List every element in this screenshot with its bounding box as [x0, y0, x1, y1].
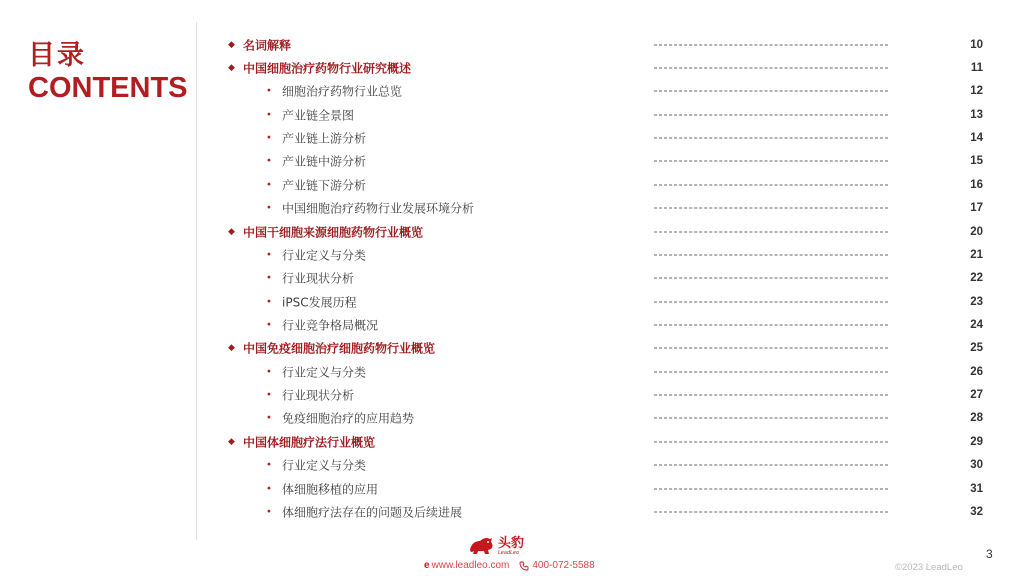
toc-entry-label: 行业定义与分类 — [282, 458, 367, 473]
toc-entry-label: 名词解释 — [243, 38, 292, 53]
toc-subsection-row[interactable] — [0, 500, 1024, 523]
diamond-bullet-icon: ◆ — [228, 343, 235, 354]
toc-section-row[interactable] — [0, 56, 1024, 79]
toc-page-number: 11 — [970, 62, 983, 75]
toc-subsection-row[interactable] — [0, 360, 1024, 383]
dotted-leader — [654, 418, 888, 419]
toc-page-number: 23 — [970, 295, 983, 308]
dotted-leader — [654, 161, 888, 162]
dotted-leader — [654, 44, 888, 45]
footer-logo — [468, 536, 524, 556]
toc-subsection-row[interactable] — [0, 290, 1024, 313]
toc-page-number: 20 — [970, 225, 983, 238]
copyright: ©2023 LeadLeo — [895, 562, 963, 573]
toc-page-number: 10 — [970, 38, 983, 51]
toc-page-number: 21 — [970, 248, 983, 261]
toc-entry-label: 中国细胞治疗药物行业发展环境分析 — [282, 201, 475, 216]
dotted-leader — [654, 208, 888, 209]
dot-bullet-icon: • — [266, 459, 272, 471]
toc-subsection-row[interactable] — [0, 103, 1024, 126]
toc-subsection-row[interactable] — [0, 150, 1024, 173]
diamond-bullet-icon: ◆ — [228, 226, 235, 237]
dotted-leader — [654, 488, 888, 489]
dot-bullet-icon: • — [266, 85, 272, 97]
page-title-cn: 目录 — [28, 40, 86, 71]
toc-subsection-row[interactable] — [0, 477, 1024, 500]
website-icon: e — [424, 560, 430, 571]
toc-page-number: 25 — [970, 342, 983, 355]
toc-page-number: 28 — [970, 412, 983, 425]
dotted-leader — [654, 441, 888, 442]
toc-subsection-row[interactable] — [0, 243, 1024, 266]
toc-entry-label: 产业链下游分析 — [282, 178, 367, 193]
toc-subsection-row[interactable] — [0, 267, 1024, 290]
toc-subsection-row[interactable] — [0, 126, 1024, 149]
toc-entry-label: 行业现状分析 — [282, 388, 355, 403]
toc-subsection-row[interactable] — [0, 80, 1024, 103]
toc-entry-label: iPSC发展历程 — [282, 295, 357, 310]
toc-page-number: 15 — [970, 155, 983, 168]
diamond-bullet-icon: ◆ — [228, 63, 235, 74]
toc-entry-label: 产业链中游分析 — [282, 154, 367, 169]
toc-entry-label: 免疫细胞治疗的应用趋势 — [282, 411, 415, 426]
dot-bullet-icon: • — [266, 296, 272, 308]
dotted-leader — [654, 348, 888, 349]
toc-section-row[interactable] — [0, 430, 1024, 453]
toc-page-number: 32 — [970, 505, 983, 518]
toc-subsection-row[interactable] — [0, 407, 1024, 430]
dot-bullet-icon: • — [266, 483, 272, 494]
toc-subsection-row[interactable] — [0, 173, 1024, 196]
toc-page-number: 30 — [970, 459, 983, 472]
toc-entry-label: 行业定义与分类 — [282, 248, 367, 263]
phone-number[interactable]: 400-072-5588 — [532, 560, 595, 571]
toc-entry-label: 体细胞移植的应用 — [282, 482, 379, 496]
toc-entry-label: 产业链上游分析 — [282, 131, 367, 146]
dotted-leader — [654, 324, 888, 325]
toc-section-row[interactable] — [0, 220, 1024, 243]
toc-subsection-row[interactable] — [0, 313, 1024, 336]
toc-entry-label: 体细胞疗法存在的问题及后续进展 — [282, 505, 463, 520]
website-link[interactable]: www.leadleo.com — [431, 560, 510, 571]
dotted-leader — [654, 254, 888, 255]
dot-bullet-icon: • — [266, 179, 272, 191]
toc-page-number: 13 — [970, 108, 983, 121]
dotted-leader — [654, 465, 888, 466]
toc-entry-label: 中国免疫细胞治疗细胞药物行业概览 — [243, 341, 436, 356]
dotted-leader — [654, 91, 888, 92]
dotted-leader — [654, 114, 888, 115]
dotted-leader — [654, 231, 888, 232]
toc-section-row[interactable] — [0, 337, 1024, 360]
page-title-en: CONTENTS — [28, 72, 188, 105]
dot-bullet-icon: • — [266, 412, 272, 424]
toc-entry-label: 细胞治疗药物行业总览 — [282, 84, 403, 99]
dotted-leader — [654, 68, 888, 69]
toc-entry-label: 中国细胞治疗药物行业研究概述 — [243, 61, 412, 76]
toc-page-number: 29 — [970, 435, 983, 448]
footer-contact — [424, 560, 595, 571]
toc-page-number: 31 — [970, 482, 983, 495]
diamond-bullet-icon: ◆ — [228, 39, 235, 50]
toc-page-number: 14 — [970, 132, 983, 145]
toc-entry-label: 行业竞争格局概况 — [282, 318, 379, 333]
toc-entry-label: 行业定义与分类 — [282, 365, 367, 380]
dotted-leader — [654, 511, 888, 512]
phone-icon — [519, 561, 529, 571]
diamond-bullet-icon: ◆ — [228, 436, 235, 447]
leopard-logo-icon — [468, 536, 494, 556]
dot-bullet-icon: • — [266, 132, 272, 144]
toc-entry-label: 中国干细胞来源细胞药物行业概览 — [243, 225, 424, 240]
dotted-leader — [654, 301, 888, 302]
dotted-leader — [654, 371, 888, 372]
toc-section-row[interactable] — [0, 33, 1024, 56]
toc-page-number: 17 — [970, 202, 983, 215]
dotted-leader — [654, 395, 888, 396]
toc-page-number: 16 — [970, 178, 983, 191]
toc-page-number: 26 — [970, 365, 983, 378]
dot-bullet-icon: • — [266, 366, 272, 378]
toc-entry-label: 产业链全景图 — [282, 108, 355, 123]
toc-page-number: 12 — [970, 85, 983, 98]
toc-entry-label: 行业现状分析 — [282, 271, 355, 286]
logo-en-text: LeadLeo — [498, 549, 520, 556]
dot-bullet-icon: • — [266, 389, 272, 401]
toc-subsection-row[interactable] — [0, 453, 1024, 476]
toc-page-number: 24 — [970, 318, 983, 331]
toc-subsection-row[interactable] — [0, 197, 1024, 220]
dot-bullet-icon: • — [266, 506, 272, 518]
toc-entry-label: 中国体细胞疗法行业概览 — [243, 435, 376, 450]
dot-bullet-icon: • — [266, 155, 272, 167]
table-of-contents — [0, 33, 1024, 524]
dot-bullet-icon: • — [266, 319, 272, 331]
dot-bullet-icon: • — [266, 202, 272, 214]
dot-bullet-icon: • — [266, 272, 272, 284]
dot-bullet-icon: • — [266, 109, 272, 121]
dotted-leader — [654, 278, 888, 279]
toc-page-number: 27 — [970, 389, 983, 402]
toc-page-number: 22 — [970, 272, 983, 285]
toc-subsection-row[interactable] — [0, 383, 1024, 406]
dotted-leader — [654, 184, 888, 185]
dot-bullet-icon: • — [266, 249, 272, 261]
logo-cn-text: 头豹 — [498, 535, 525, 551]
dotted-leader — [654, 138, 888, 139]
page-number: 3 — [986, 547, 993, 561]
